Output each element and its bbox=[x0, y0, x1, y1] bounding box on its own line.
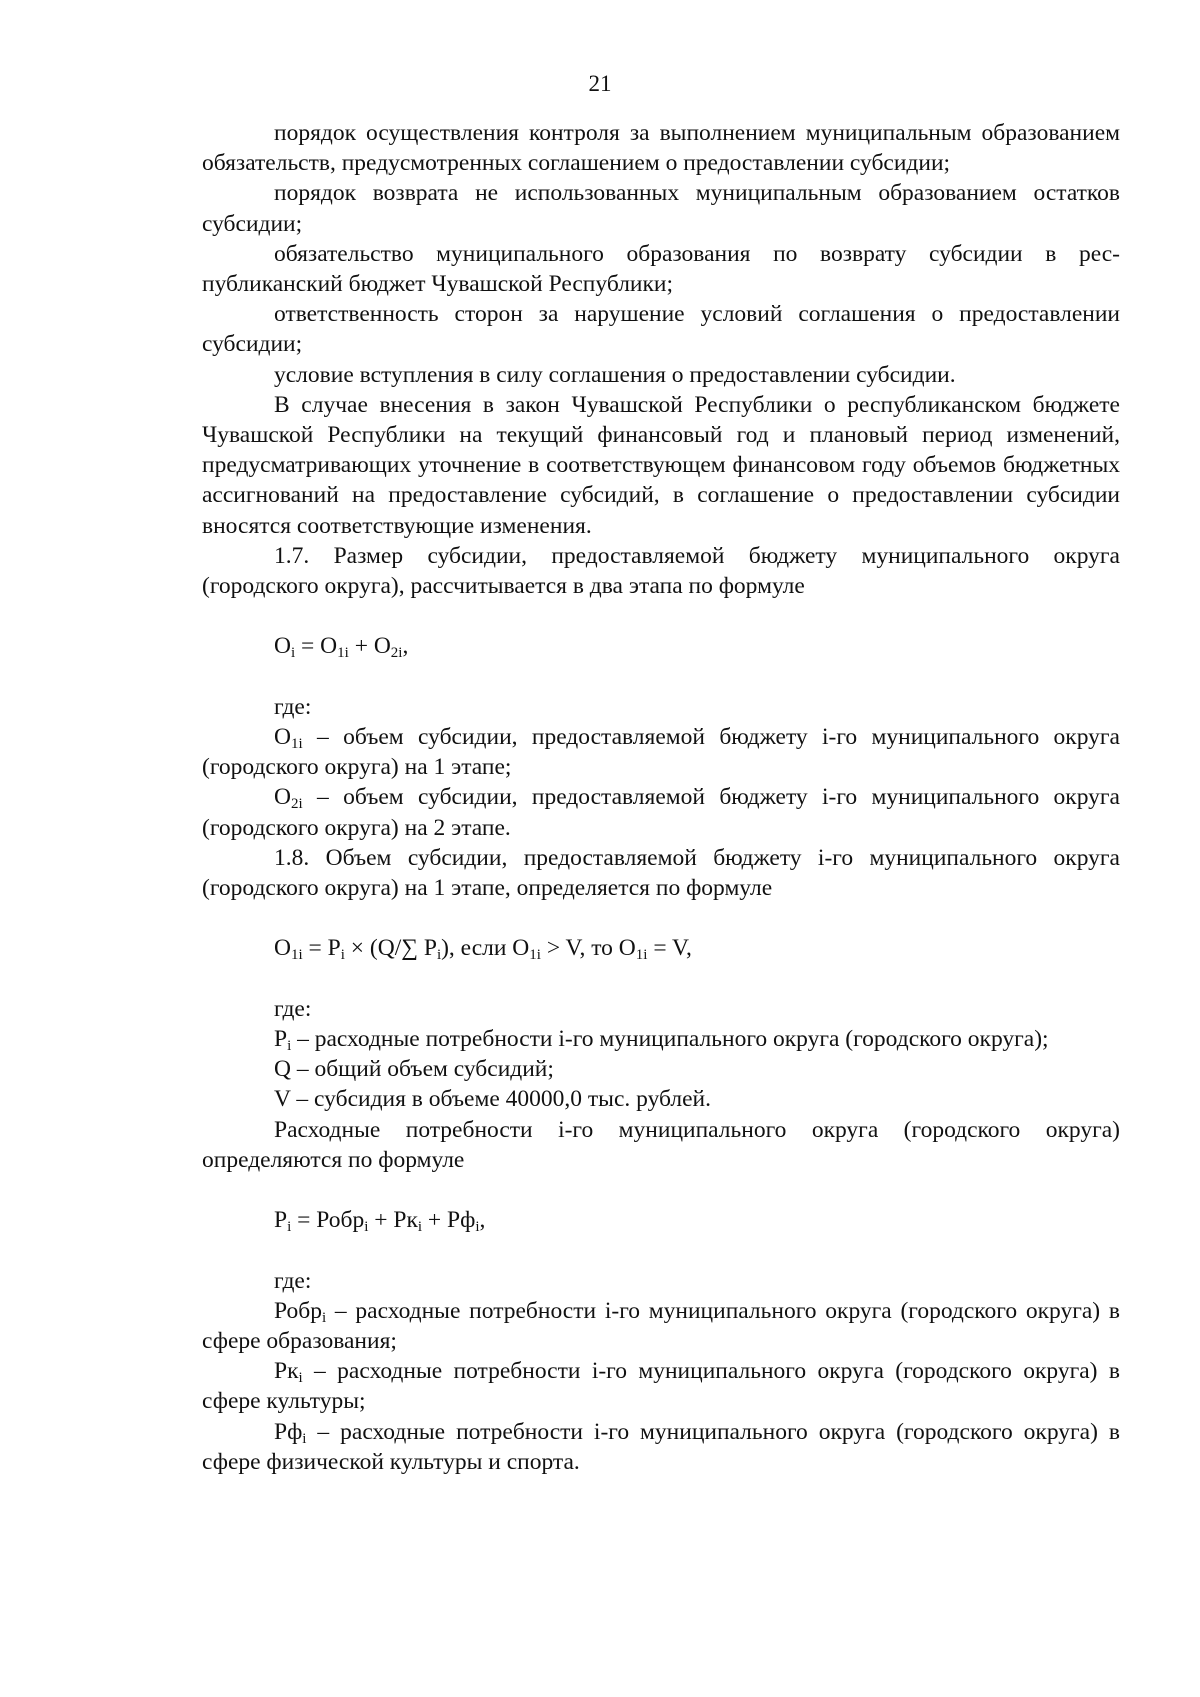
paragraph-1-8: 1.8. Объем субсидии, предоставляемой бюджету i-го муниципального округа (городского округа) на 1 этапе, определяется по формуле bbox=[202, 844, 1120, 902]
definition-robr bbox=[202, 1296, 1120, 1356]
paragraph-budget-changes: В случае внесения в закон Чувашской Республики о республиканском бюджете Чувашской Республики на текущий финансовый год и плановый период изменений, предусматривающих уточнение в соответствующем финансовом году объемов бюджетных ассигнований на предоставление субсидий, в соглашение о предоставлении субсидии вносятся соответствующие изменения. bbox=[202, 391, 1120, 539]
paragraph-1-7: 1.7. Размер субсидии, предоставляемой бюджету муниципального округа (городского округа), рассчитывается в два этапа по формуле bbox=[202, 542, 1120, 600]
where-label: где: bbox=[274, 693, 312, 720]
formula-symbol: O bbox=[274, 633, 291, 660]
formula-total-subsidy bbox=[202, 631, 1120, 661]
formula-part: = O bbox=[295, 633, 338, 660]
formula-subscript: 1i bbox=[635, 947, 648, 964]
definition-subscript: i bbox=[298, 1370, 303, 1387]
formula-part: × (Q/∑ P bbox=[344, 935, 437, 962]
definition-text: – объем субсидии, предоставляемой бюджету i-го муниципального округа (городского округа) на 1 этапе; bbox=[202, 724, 1120, 781]
definition-o2 bbox=[202, 782, 1120, 842]
formula-needs bbox=[202, 1205, 1120, 1235]
formula-subscript: 1i bbox=[290, 947, 303, 964]
formula-subscript: i bbox=[364, 1219, 369, 1236]
formula-subscript: i bbox=[475, 1219, 480, 1236]
formula-part: + Рф bbox=[422, 1207, 476, 1234]
formula-subscript: 2i bbox=[390, 645, 403, 662]
formula-part: > V, то O bbox=[540, 935, 636, 962]
definition-text: – расходные потребности i-го муниципального округа (городского округа) в сфере культуры; bbox=[202, 1358, 1120, 1415]
formula-part: , bbox=[402, 633, 409, 660]
paragraph-entry-into-force: условие вступления в силу соглашения о предоставлении субсидии. bbox=[274, 361, 956, 388]
definition-rf bbox=[202, 1417, 1120, 1477]
definition-symbol: Рф bbox=[274, 1418, 303, 1445]
definition-symbol: O bbox=[274, 784, 291, 811]
definition-symbol: O bbox=[274, 724, 291, 751]
paragraph-control-procedure: порядок осуществления контроля за выполнением муниципальным образованием обязательств, предусмотренных соглашением о предоставлении субсидии; bbox=[202, 120, 1120, 177]
formula-subscript: i bbox=[417, 1219, 423, 1236]
page-number: 21 bbox=[588, 71, 612, 96]
paragraph-needs-formula-intro: Расходные потребности i-го муниципального округа (городского округа) определяются по формуле bbox=[202, 1116, 1120, 1173]
definition-subscript: i bbox=[287, 1038, 292, 1055]
formula-subscript: 1i bbox=[529, 947, 541, 964]
formula-symbol: O bbox=[274, 935, 291, 962]
document-body bbox=[202, 118, 1120, 1477]
definition-symbol: P bbox=[274, 1026, 288, 1053]
definition-rk bbox=[202, 1356, 1120, 1416]
formula-part: = V, bbox=[647, 935, 692, 962]
where-label: где: bbox=[274, 995, 312, 1022]
formula-part: , bbox=[479, 1207, 486, 1234]
formula-subscript: i bbox=[436, 947, 442, 964]
definition-subscript: 2i bbox=[290, 796, 303, 813]
formula-symbol: P bbox=[274, 1207, 288, 1234]
definition-text: – расходные потребности i-го муниципального округа (городского округа); bbox=[291, 1026, 1049, 1053]
formula-subscript: 1i bbox=[337, 645, 349, 662]
definition-p bbox=[202, 1024, 1120, 1054]
definition-text: – объем субсидии, предоставляемой бюджету i-го муниципального округа (городского округа) на 2 этапе. bbox=[202, 784, 1120, 841]
paragraph-return-obligation: обязательство муниципального образования по возврату субсидии в республиканский бюджет Чувашской Республики; bbox=[202, 240, 1120, 298]
definition-q: Q – общий объем субсидий; bbox=[274, 1056, 554, 1083]
definition-symbol: Робр bbox=[274, 1297, 322, 1324]
definition-v: V – субсидия в объеме 40000,0 тыс. рублей. bbox=[274, 1086, 711, 1113]
definition-subscript: 1i bbox=[290, 736, 303, 753]
paragraph-responsibility: ответственность сторон за нарушение условий соглашения о предоставлении субсидии; bbox=[202, 301, 1120, 358]
formula-part: = Робр bbox=[291, 1207, 365, 1234]
paragraph-return-procedure: порядок возврата не использованных муниципальным образованием остатков субсидии; bbox=[202, 180, 1120, 237]
definition-text: – расходные потребности i-го муниципального округа (городского округа) в сфере физической культуры и спорта. bbox=[202, 1418, 1120, 1475]
definition-o1 bbox=[202, 722, 1120, 782]
definition-symbol: Рк bbox=[274, 1358, 299, 1385]
definition-subscript: i bbox=[321, 1309, 327, 1326]
formula-subscript: i bbox=[290, 645, 296, 662]
formula-part: + O bbox=[348, 633, 391, 660]
formula-part: ), если O bbox=[441, 935, 530, 962]
formula-stage-one bbox=[202, 933, 1120, 963]
formula-part: + Рк bbox=[368, 1207, 418, 1234]
formula-subscript: i bbox=[287, 1219, 292, 1236]
formula-subscript: i bbox=[340, 947, 345, 964]
formula-part: = P bbox=[302, 935, 341, 962]
definition-text: – расходные потребности i-го муниципального округа (городского округа) в сфере образования; bbox=[202, 1297, 1120, 1355]
definition-subscript: i bbox=[302, 1430, 307, 1447]
where-label: где: bbox=[274, 1267, 312, 1294]
